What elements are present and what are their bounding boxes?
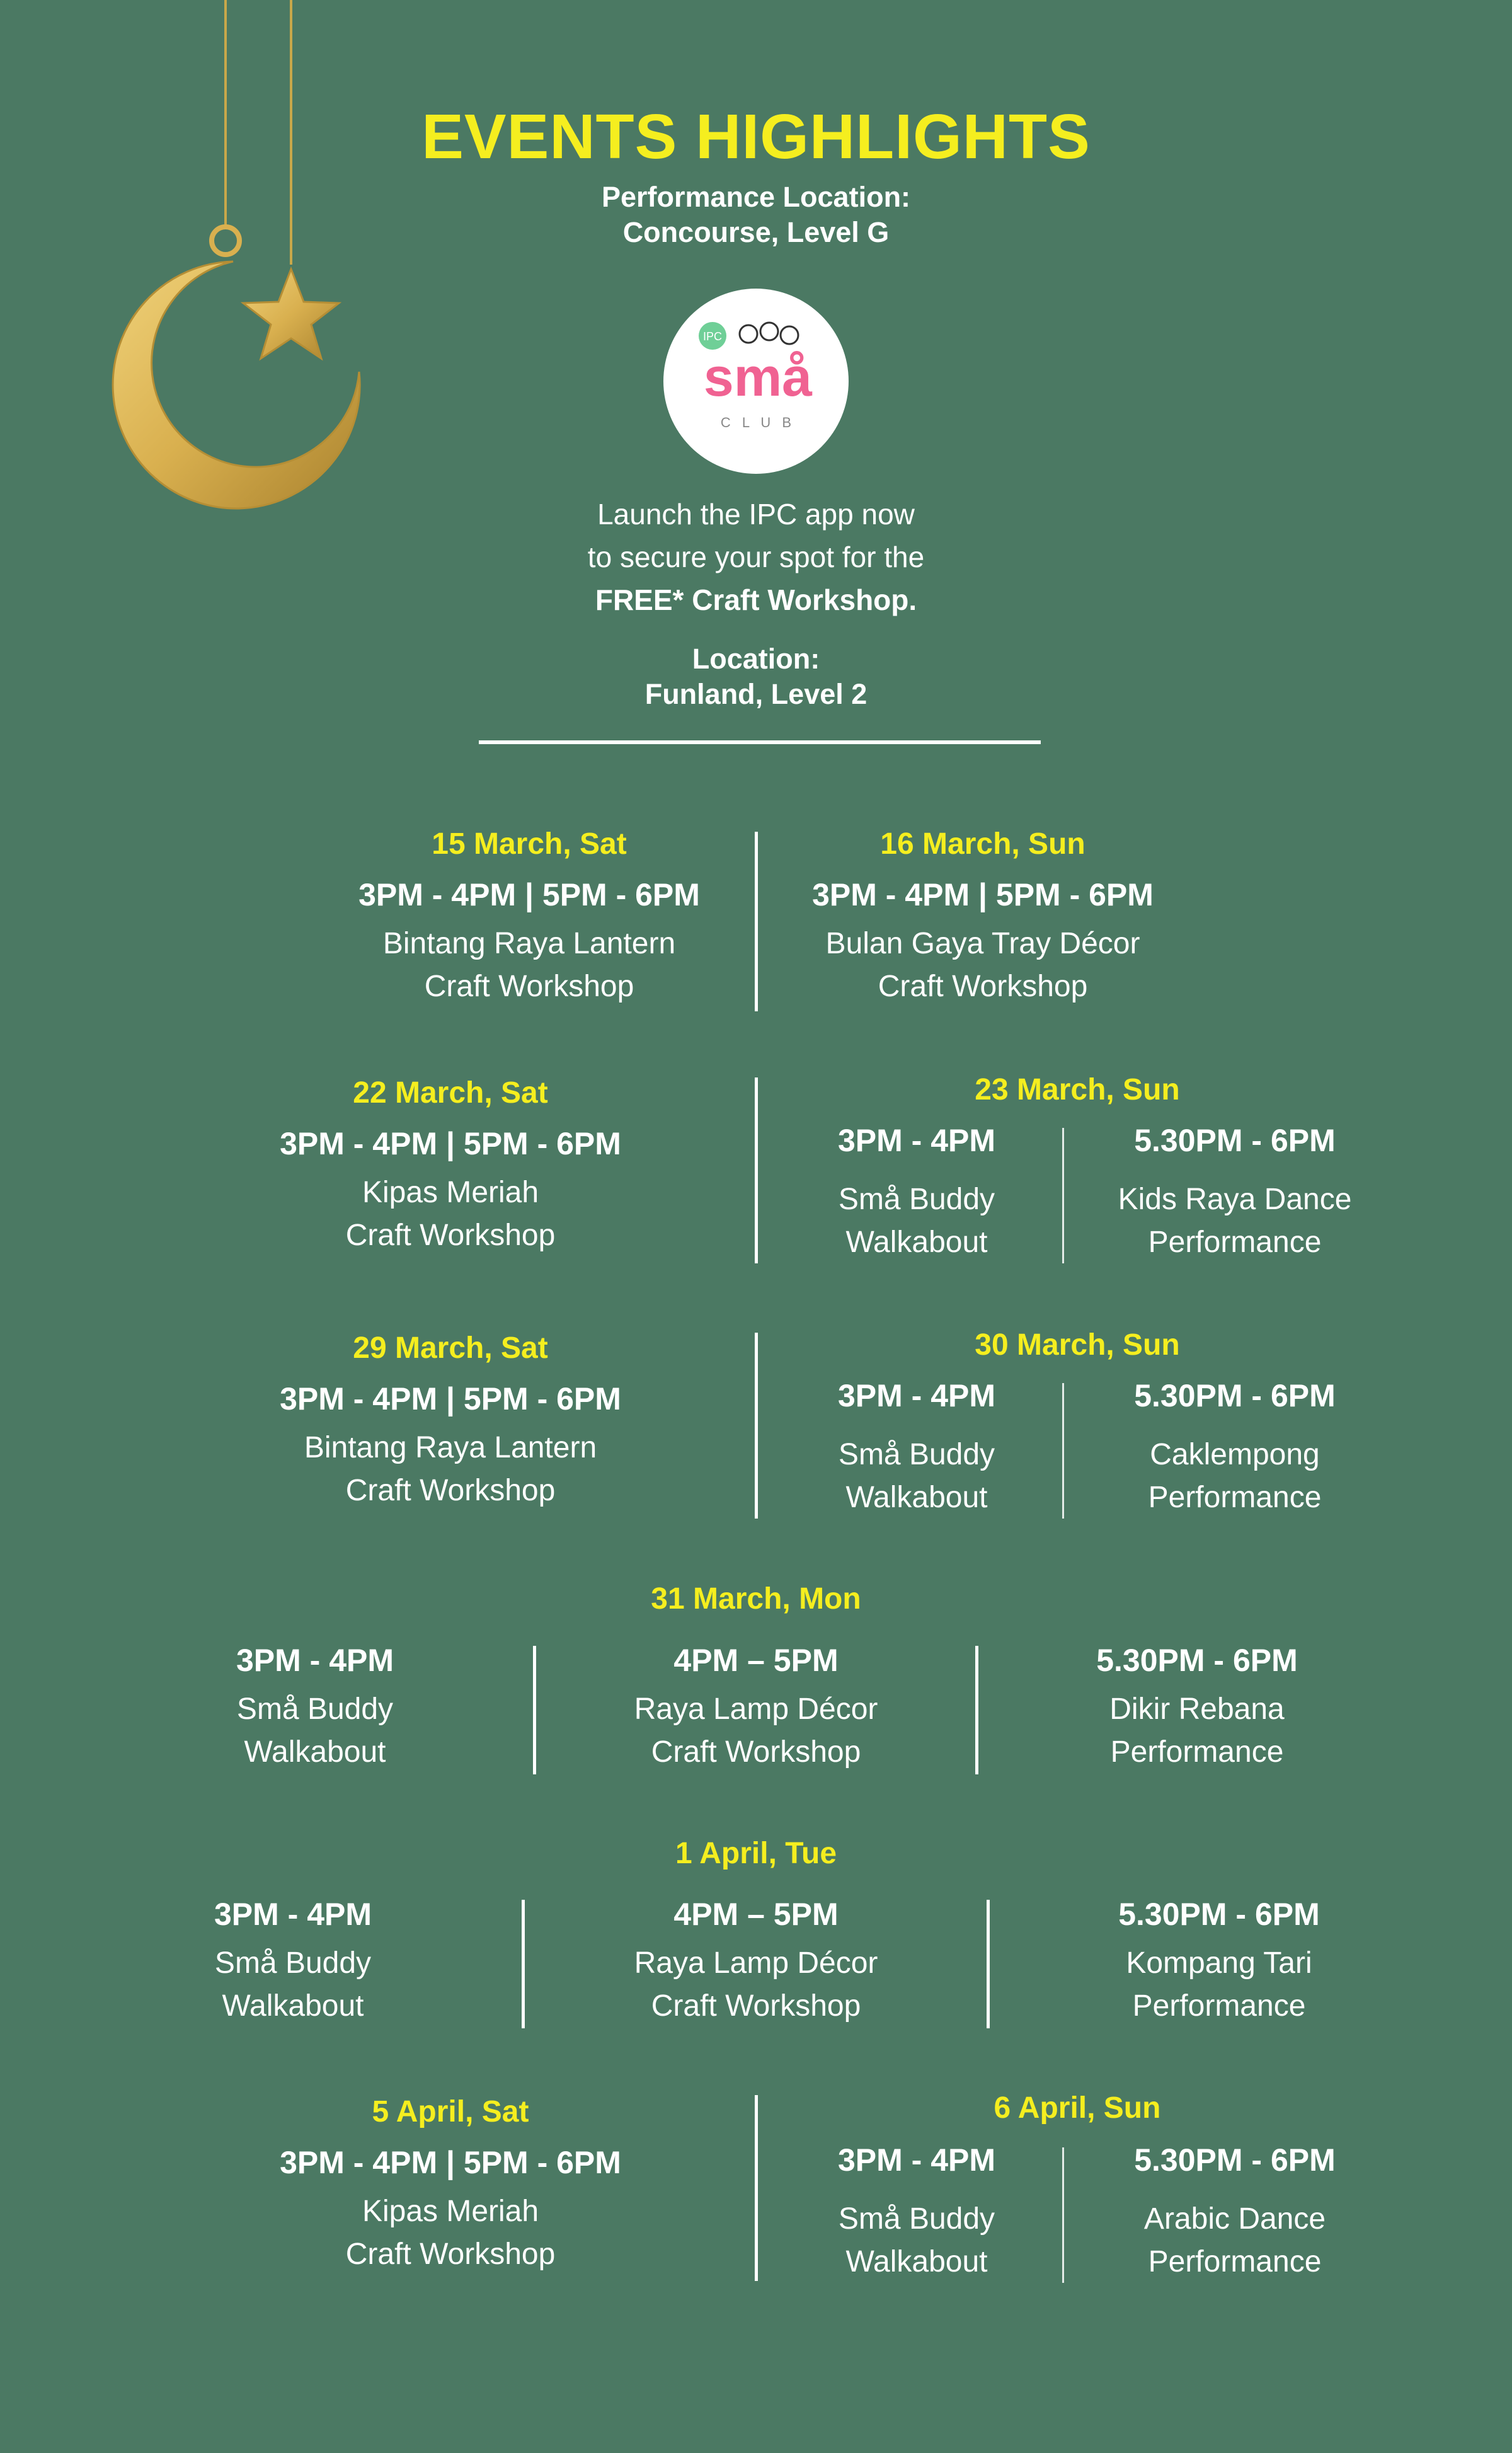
event-subtitle: Craft Workshop <box>345 1219 556 1252</box>
event-title: Små Buddy <box>838 2202 995 2236</box>
ipc-badge-text: IPC <box>702 330 723 343</box>
event-subtitle: Performance <box>1110 1735 1284 1769</box>
sub-column-divider <box>1062 1128 1064 1263</box>
event-time: 5.30PM - 6PM <box>1096 1643 1298 1678</box>
event-title: Små Buddy <box>214 1946 372 1980</box>
event-subtitle: Performance <box>1148 1481 1322 1514</box>
event-subtitle: Performance <box>1148 2245 1322 2278</box>
event-date-apr1: 1 April, Tue <box>675 1837 837 1870</box>
event-time: 3PM - 4PM | 5PM - 6PM <box>280 1381 621 1416</box>
event-time: 3PM - 4PM <box>236 1643 394 1678</box>
event-time: 5.30PM - 6PM <box>1134 2142 1336 2178</box>
event-mar23-a <box>784 1122 1049 1264</box>
sub-column-divider <box>1062 2147 1064 2283</box>
event-time: 5.30PM - 6PM <box>1118 1897 1320 1932</box>
event-date-apr6: 6 April, Sun <box>994 2091 1161 2125</box>
event-title: Små Buddy <box>838 1438 995 1471</box>
page-title: EVENTS HIGHLIGHTS <box>421 101 1091 172</box>
kid-face-icon <box>740 325 757 343</box>
event-title: Små Buddy <box>838 1183 995 1216</box>
performance-location-value: Concourse, Level G <box>622 216 890 248</box>
event-title: Caklempong <box>1150 1438 1320 1471</box>
event-apr6-a <box>784 2141 1049 2284</box>
event-mar23-b <box>1071 1122 1399 1264</box>
event-time: 3PM - 4PM | 5PM - 6PM <box>358 877 700 912</box>
star-icon <box>243 269 339 359</box>
event-subtitle: Performance <box>1148 1226 1322 1259</box>
workshop-location-value: Funland, Level 2 <box>644 678 868 710</box>
event-time: 3PM - 4PM <box>837 1123 996 1158</box>
event-time: 3PM - 4PM <box>837 1378 996 1413</box>
workshop-location-label: Location: <box>692 643 820 675</box>
event-time: 5.30PM - 6PM <box>1134 1123 1336 1158</box>
event-subtitle: Walkabout <box>845 1226 988 1259</box>
sub-column-divider <box>1062 1383 1064 1519</box>
column-divider <box>755 1333 758 1519</box>
performance-location-label: Performance Location: <box>601 181 911 213</box>
event-time: 4PM – 5PM <box>673 1643 839 1678</box>
event-subtitle: Craft Workshop <box>878 970 1088 1003</box>
event-subtitle: Walkabout <box>845 1481 988 1514</box>
event-title: Kipas Meriah <box>362 1176 539 1209</box>
event-title: Raya Lamp Décor <box>634 1946 878 1980</box>
event-date: 22 March, Sat <box>353 1076 548 1110</box>
event-subtitle: Craft Workshop <box>345 2238 556 2271</box>
event-apr1-a <box>135 1895 450 2028</box>
event-time: 3PM - 4PM | 5PM - 6PM <box>280 1126 621 1161</box>
event-mar30-b <box>1071 1377 1399 1519</box>
event-title: Kompang Tari <box>1126 1946 1312 1980</box>
event-apr1-c <box>1055 1895 1383 2028</box>
column-divider <box>755 1077 758 1263</box>
event-apr6-b <box>1071 2141 1399 2284</box>
club-text: C L U B <box>720 415 796 430</box>
event-time: 3PM - 4PM | 5PM - 6PM <box>812 877 1154 912</box>
event-time: 4PM – 5PM <box>673 1897 839 1932</box>
column-divider <box>533 1646 536 1774</box>
kid-face-icon <box>760 323 778 340</box>
event-subtitle: Performance <box>1132 1989 1306 2023</box>
event-mar31-b <box>567 1641 945 1774</box>
event-date-mar23: 23 March, Sun <box>975 1073 1180 1106</box>
event-title: Bulan Gaya Tray Décor <box>825 927 1140 960</box>
event-title: Bintang Raya Lantern <box>382 927 676 960</box>
event-subtitle: Walkabout <box>222 1989 364 2023</box>
kid-face-icon <box>781 326 798 344</box>
column-divider <box>975 1646 978 1774</box>
event-time: 3PM - 4PM <box>214 1897 372 1932</box>
event-time: 5.30PM - 6PM <box>1134 1378 1336 1413</box>
event-apr5 <box>139 2093 762 2276</box>
event-mar31-a <box>158 1641 472 1774</box>
event-date: 16 March, Sun <box>880 827 1085 861</box>
column-divider <box>987 1900 990 2028</box>
header-divider <box>479 740 1041 744</box>
event-date-mar31: 31 March, Mon <box>651 1582 861 1616</box>
crescent-moon-icon <box>113 261 360 508</box>
event-mar22 <box>139 1074 762 1257</box>
event-title: Kids Raya Dance <box>1118 1183 1352 1216</box>
event-time: 3PM - 4PM <box>837 2142 996 2178</box>
event-subtitle: Craft Workshop <box>345 1474 556 1507</box>
promo-line-3: FREE* Craft Workshop. <box>595 583 917 616</box>
sma-brand-text: små <box>703 347 813 408</box>
sma-club-logo <box>663 289 849 474</box>
event-subtitle: Craft Workshop <box>651 1989 861 2023</box>
column-divider <box>755 2095 758 2281</box>
event-mar29 <box>139 1330 762 1512</box>
promo-line-1: Launch the IPC app now <box>597 498 915 531</box>
event-subtitle: Craft Workshop <box>424 970 634 1003</box>
event-title: Raya Lamp Décor <box>634 1692 878 1726</box>
event-date-mar30: 30 March, Sun <box>975 1328 1180 1362</box>
event-subtitle: Walkabout <box>244 1735 386 1769</box>
event-title: Kipas Meriah <box>362 2195 539 2228</box>
event-time: 3PM - 4PM | 5PM - 6PM <box>280 2145 621 2180</box>
event-title: Arabic Dance <box>1143 2202 1326 2236</box>
event-date: 15 March, Sat <box>432 827 627 861</box>
event-subtitle: Walkabout <box>845 2245 988 2278</box>
promo-line-2: to secure your spot for the <box>587 541 925 573</box>
event-date: 5 April, Sat <box>372 2095 529 2128</box>
event-date: 29 March, Sat <box>353 1331 548 1365</box>
event-mar31-c <box>1033 1641 1361 1774</box>
column-divider <box>522 1900 525 2028</box>
event-subtitle: Craft Workshop <box>651 1735 861 1769</box>
event-mar16 <box>674 825 1292 1008</box>
event-title: Bintang Raya Lantern <box>304 1431 597 1464</box>
event-apr1-b <box>567 1895 945 2028</box>
event-title: Dikir Rebana <box>1109 1692 1285 1726</box>
hanging-decoration <box>94 0 384 523</box>
event-mar30-a <box>784 1377 1049 1519</box>
event-title: Små Buddy <box>236 1692 394 1726</box>
